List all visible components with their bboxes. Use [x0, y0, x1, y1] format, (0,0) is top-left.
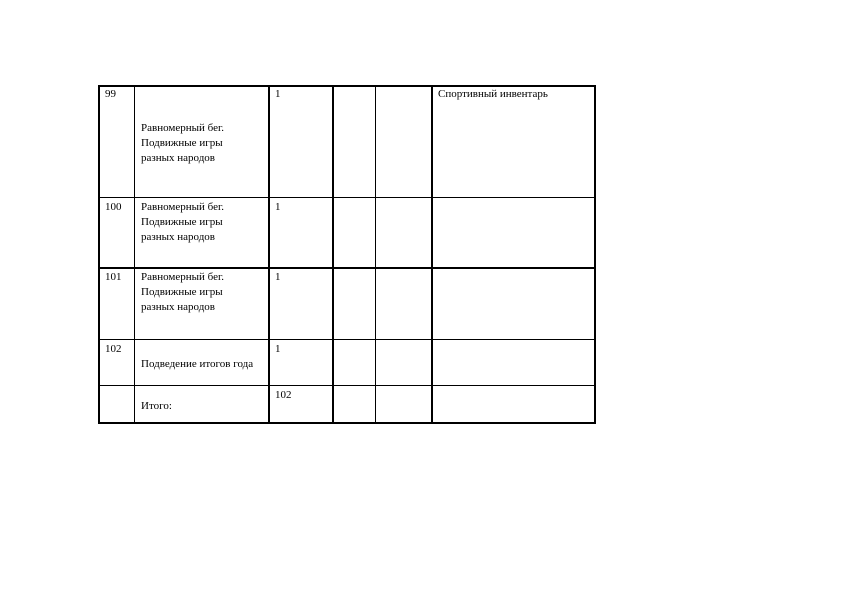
- topic-line: Подвижные игры: [141, 286, 223, 298]
- hours-value: 1: [275, 201, 281, 213]
- topic-line: Подведение итогов года: [141, 358, 254, 370]
- total-label: Итого:: [141, 400, 172, 412]
- topic-line: разных народов: [141, 301, 215, 313]
- topic-line: разных народов: [141, 152, 215, 164]
- row-number: 101: [105, 271, 122, 283]
- hours-value: 1: [275, 271, 281, 283]
- total-hours: 102: [275, 389, 292, 401]
- topic-line: Равномерный бег.: [141, 122, 224, 134]
- column-divider: [332, 85, 334, 423]
- table-border-bottom: [98, 422, 596, 424]
- topic-line: разных народов: [141, 231, 215, 243]
- topic-line: Равномерный бег.: [141, 271, 224, 283]
- row-number: 99: [105, 88, 116, 100]
- hours-value: 1: [275, 88, 281, 100]
- topic-line: Подвижные игры: [141, 216, 223, 228]
- column-divider: [431, 85, 433, 423]
- hours-value: 1: [275, 343, 281, 355]
- table-border-right: [594, 85, 596, 423]
- topic-line: Равномерный бег.: [141, 201, 224, 213]
- row-divider: [98, 385, 596, 386]
- row-divider: [98, 197, 596, 198]
- topic-line: Подвижные игры: [141, 137, 223, 149]
- column-divider: [375, 85, 376, 423]
- row-number: 102: [105, 343, 122, 355]
- column-divider: [268, 85, 270, 423]
- row-number: 100: [105, 201, 122, 213]
- row-divider: [98, 339, 596, 340]
- column-divider: [134, 85, 135, 423]
- equipment-text: Спортивный инвентарь: [438, 88, 548, 100]
- row-divider: [98, 267, 596, 269]
- table-border-left: [98, 85, 100, 423]
